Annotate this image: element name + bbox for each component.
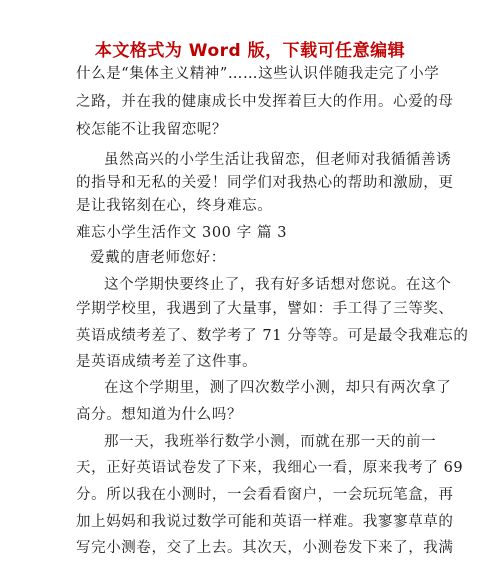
text-line: 那一天，我班举行数学小测，而就在那一天的前一 xyxy=(104,434,437,450)
text-line: 在这个学期里，测了四次数学小测，却只有两次拿了 xyxy=(104,380,452,396)
salutation: 爱戴的唐老师您好： xyxy=(90,250,226,266)
text-line: 虽然高兴的小学生活让我留恋，但老师对我循循善诱 xyxy=(104,152,452,168)
text-line: 英语成绩考差了、数学考了 71 分等等。可是最令我难忘的 xyxy=(76,328,469,344)
text-line: 的指导和无私的关爱！同学们对我热心的帮助和激励，更 xyxy=(76,175,454,191)
format-banner: 本文格式为 Word 版，下载可任意编辑 xyxy=(94,41,406,61)
text-line: 之路，并在我的健康成长中发挥着巨大的作用。心爱的母 xyxy=(76,94,454,110)
text-line: 这个学期快要终止了，我有好多话想对您说。在这个 xyxy=(104,277,452,293)
section-heading: 难忘小学生活作文 300 字 篇 3 xyxy=(76,225,288,241)
text-line: 学期学校里，我遇到了大量事，譬如：手工得了三等奖、 xyxy=(76,301,454,317)
text-line: 校怎能不让我留恋呢？ xyxy=(76,122,227,138)
text-line: 是让我铭刻在心，终身难忘。 xyxy=(76,198,273,214)
text-line: 分。所以我在小测时，一会看看窗户，一会玩玩笔盒，再 xyxy=(76,487,454,503)
text-line: 写完小测卷，交了上去。其次天，小测卷发下来了，我满 xyxy=(76,540,454,556)
text-line: 加上妈妈和我说过数学可能和英语一样难。我寥寥草草的 xyxy=(76,514,454,530)
text-line: 什么是“集体主义精神”……这些认识伴随我走完了小学 xyxy=(76,66,440,82)
text-line: 高分。想知道为什么吗？ xyxy=(76,407,243,423)
text-line: 是英语成绩考差了这件事。 xyxy=(76,354,258,370)
text-line: 天，正好英语试卷发了下来，我细心一看，原来我考了 69 xyxy=(76,460,464,476)
